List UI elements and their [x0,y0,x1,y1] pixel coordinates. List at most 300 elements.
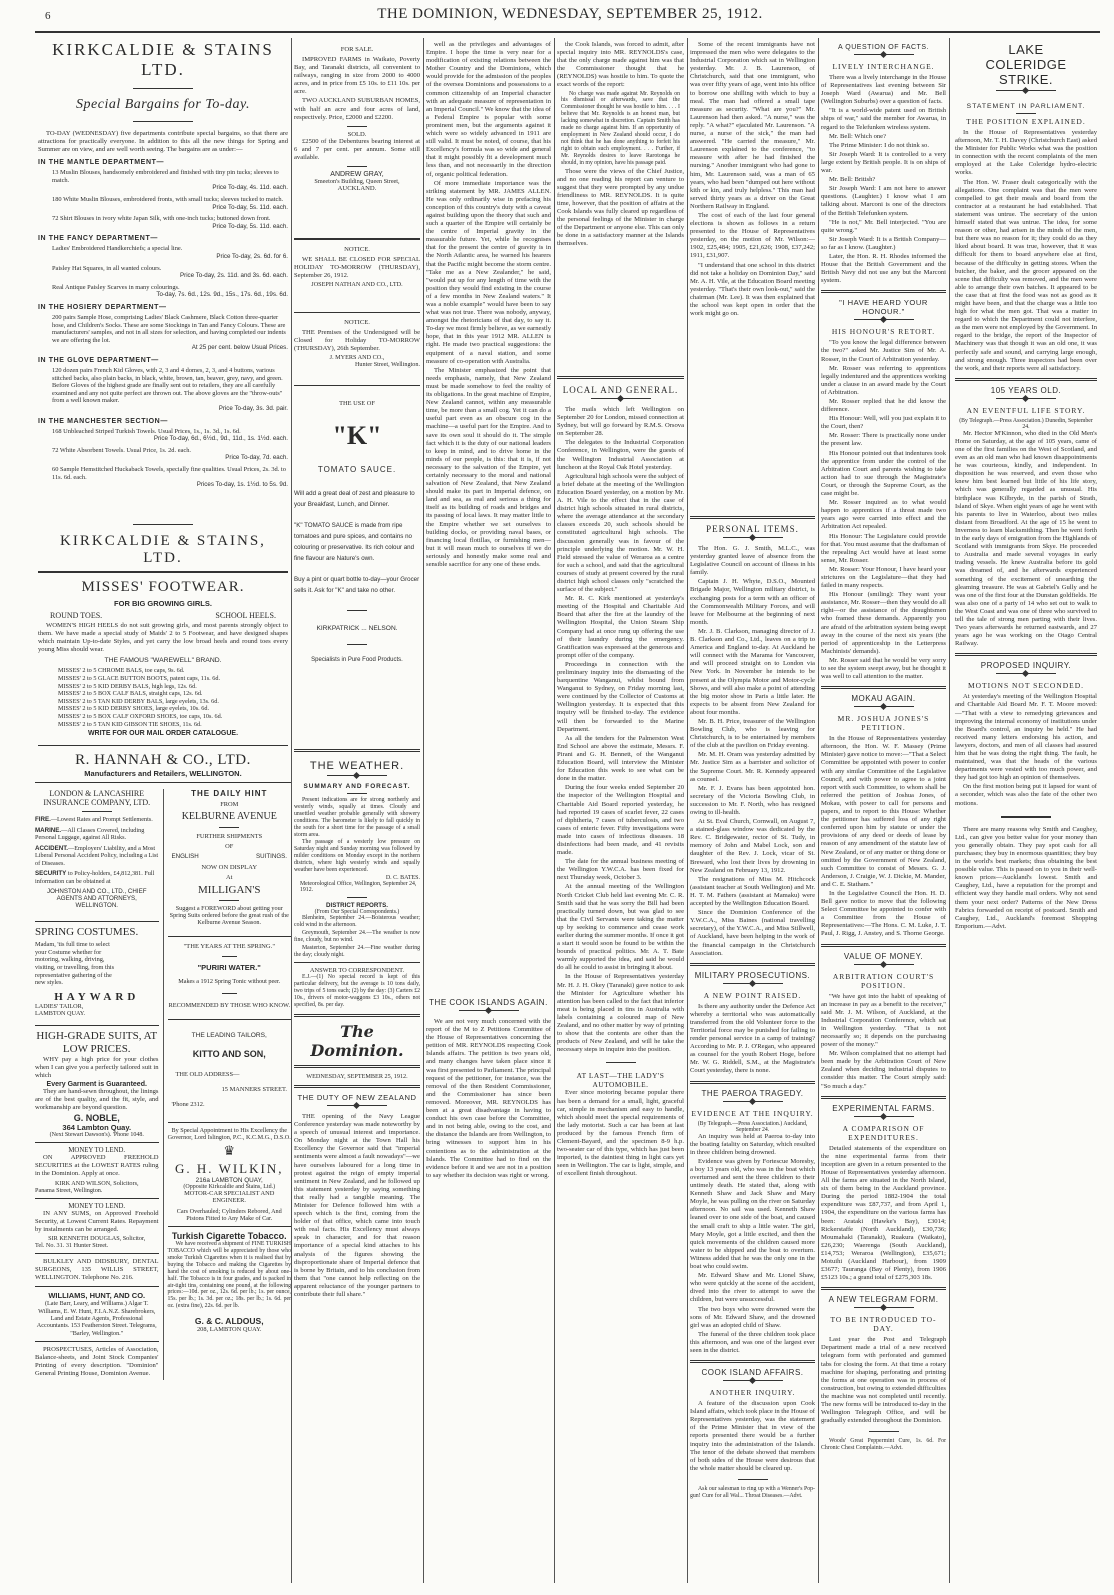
hint-shop: MILLIGAN'S [198,884,261,897]
ad-subtitle: Special Bargains for To-day. [76,97,250,112]
paragraph: Mr. Rosser inquired as to what would happen to apprentices if a threat made two years ago were carried into effect and the Arbitration Act repealed. [821,499,946,531]
paragraph: In the House of Representatives yesterday afternoon, Mr. T. H. Davey (Christchurch East) asked the Minister for Public Works what was the position in connection with the recent complaints of the men employed at the Lake Coleridge hydro-electric works. [955,129,1097,177]
answer-title: ANSWER TO CORRESPONDENT. [309,967,405,975]
hint-of: OF [225,843,234,851]
lake-body [955,129,1097,373]
editorial-continued [426,41,551,996]
cook-again-body [426,1018,551,1180]
bargain-item [52,215,288,230]
lake-subtitle: STATEMENT IN PARLIAMENT. [966,103,1086,110]
paragraph: The Hon. W. Fraser dealt categorically with the allegations. One complaint was that the men were compelled to get their meals and board from the contractor at a restaurant he had established. That statement was untrue. The secretary of the union himself stated that was untrue. The idea, for some reason or other, had arisen in the minds of the men, but there was no reason for it; they could do as they liked about board. It was true, however, that it was difficult for them to board anywhere else at first, because of the difficulty in getting stores. When the butcher, the baker, and the grocer appeared on the scene that difficulty was removed, and the men were able to arrange their own batches. It appeared to be the case that at first the food was not as good as it might have been, and that the charge was a little too high for what the men got. That was a matter in regard to which the Department could not interfere, as the men were not employed by the Government. In regard to the bridge, the report of the Inspector of Machinery was that though it was an old one, it was perfectly safe and sound, and carrying large enough, and strong enough. Three inspectors had been over the work, and their reports were all satisfactory. [955,178,1097,372]
paragraph: At St. Eval Church, Cornwall, on August 7, a stained-glass window was dedicated by the Rev. C. Bridgewater, rector of St. Tudy, in memory of John and Mabel Lock, son and daughter of the Rev. J. Lock, vicar of St. Breward, who lost their lives by drowning in New Zealand on February 13, 1912. [690,818,815,874]
notice-title: NOTICE. [344,246,370,253]
bargain-item [52,428,288,443]
puriri-body: Makes a 1912 Spring Tonic without peer. [178,978,281,986]
page-title: THE DOMINION, WEDNESDAY, SEPTEMBER 25, 1912. [377,6,763,22]
paragraph: His Honour: The Legislature could provide for that. You must assume that the draftsman of the repealing Act would have at least some sense, Mr. Rosser. [821,532,946,564]
aldous-name: G. & C. ALDOUS, [194,1316,264,1327]
kitto-name: KITTO AND SON, [192,1049,266,1060]
hannah-title: R. HANNAH & CO., LTD. [75,752,251,769]
tobacco-body: We have received a shipment of FINE TURKISH TOBACCO which will be appreciated by those who smoke Turkish Cigarettes when it is realised that by buying the Tobacco and making the Cigarettes by hand the cost of smoking is reduced by about one-half. The Tobacco is in four grades, and is packed in air-tight tins, containing one pound, at the following prices:—10d. per oz., 12s. 6d. per lb.; 1s. per ounce, 15s. per lb.; 1s. 3d. per oz.; 18s. per lb.; 1s. 6d. per oz. (extra fine), 22s. 6d. per lb. [167,1241,291,1310]
insurance-line [35,827,159,842]
item-description: Paisley Hat Squares, in all wanted colours. [52,264,162,272]
bargain-item [52,196,288,211]
bargain-item [52,314,288,352]
spring-body: Madam, 'tis full time to select your Costume whether for motoring, walking, driving, visiting, or travelling, from this representative gathering of the new styles. [35,941,115,987]
cook-affairs-title: COOK ISLAND AFFAIRS. [701,1368,804,1378]
money-address: Tel. No. 31. 31 Hunter Street. [35,1241,109,1249]
wilkin-address: 216a LAMBTON QUAY, [195,1177,263,1185]
for-sale-title: FOR SALE. [340,46,374,53]
line-value: to Policy-holders, £4,812,381. Full information can be obtained at [35,870,155,885]
department-list [38,159,288,488]
paragraph: Mr. M. H. Oram was yesterday admitted by Mr. Justice Sim as a barrister and solicitor of the Supreme Court. Mr. R. Kennedy appeared as counsel. [690,751,815,783]
lake-title: LAKE COLERIDGE STRIKE. [985,42,1067,87]
hint-place: KELBURNE AVENUE [181,811,277,823]
bargain-item [52,245,288,260]
masthead-date: WEDNESDAY, SEPTEMBER 25, 1912. [306,1072,408,1080]
kirkcaldie-footwear-ad [38,524,288,778]
lady-automobile-title: AT LAST—THE LADY'S AUTOMOBILE. [576,1071,665,1090]
paragraph: Present indications are for strong northerly and westerly winds, squally at times. Cloudy and unsettled weather probable generally with showery conditions. The barometer is likely to fall quickly in the south for a short time for the passage of a small storm area. [294,797,420,838]
paragraph: Agricultural high schools were the subject of a brief debate at the meeting of the Wellington Education Board yesterday, on a motion by Mr. A. H. Vile to the effect that in the case of district high schools situated in rural districts, where the average attendance at the secondary classes exceeds 20, such schools should be constituted agricultural high schools. The discussion generally was in favour of the principle underlying the motion. Mr. W. H. Field stressed the value of Weraroa as a centre for such a school, and said that the agricultural courses of study at present covered by the rural district high school classes only "scratched the surface of the subject." [557,472,684,594]
telegram-subtitle: TO BE INTRODUCED TO-DAY. [830,1315,937,1334]
item-price: Price To-day, 2s. 11d. and 3s. 6d. each. [180,272,288,280]
duty-body [294,1113,420,1299]
paragraph: well as the privileges and advantages of Empire. I hope the time is very near for a modification of existing relations between the Mother Country and the Dominions, which would provide for the admission of the peoples of the oversea Dominions and possessions to a common citizenship of an Imperial character with an adequate measure of representation in an Imperial Council." We know that the idea of a Federal Empire is popular with some prominent men, but the arguments against it which were so widely advanced in 1911 are still valid. It must be noted, of course, that his Excellency's formula was so wide and general that it might possibly fit a development much less than, and not necessarily in the direction of, organic political federation. [426,41,551,178]
paragraph: Sir Joseph Ward: I am not here to answer questions. (Laughter.) I know what I am talking about. Marconi is one of the directors of the British Telefunken system. [821,185,946,217]
weather-office: Meteorological Office, Wellington, September 24, 1912. [300,880,417,893]
mokau-title: MOKAU AGAIN. [851,694,916,704]
lake-subtitle-2: THE POSITION EXPLAINED. [966,117,1086,126]
line-key: ACCIDENT. [35,844,68,852]
paragraph: The Hon. G. J. Smith, M.L.C., was yesterday granted leave of absence from the Legislative Council on account of illness in his family. [690,545,815,577]
old-title: 105 YEARS OLD. [990,385,1062,395]
line-value: —All Classes Covered, including Personal Luggage, against All Risks. [35,826,145,842]
money-firm: KIRK AND WILSON, Solicitors, [54,1179,139,1187]
report-quote: No charge was made against Mr. Reynolds on his dismissal or afterwards, save that the Commissioner thought he was hostile to him. . . . I believe that Mr. Reynolds is an honest man, but lacking somewhat in discretion. Captain Smith has made no charge against him. If an opportunity of employment in New Zealand should occur, I do not think that he has done anything to forfeit his right to obtain such employment. . . . Further, if Mr. Reynolds desires to leave Rarotonga he should, in my opinion, have his passage paid. [561,90,680,166]
paragraph: The two boys who were drowned were the sons of Mr. Edward Shaw, and the drowned girl was an adopted child of Shaw. [690,1305,815,1329]
daily-hint-ad [168,789,292,926]
notice-body: WE SHALL BE CLOSED FOR SPECIAL HOLIDAY TO-MORROW (THURSDAY), September 26, 1912. [294,256,420,280]
round-toes-label: ROUND TOES. [50,611,103,620]
paragraph: The delegates to the Industrial Corporation Conference, in Wellington, were the guests of the Wellington Industrial Association at luncheon at the Royal Oak Hotel yesterday. [557,439,684,471]
smith-caughey-advert: There are many reasons why Smith and Caughey, Ltd., can give you better value for your money than you generally obtain. They pay spot cash for all purchases; they buy in enormous quantities; they buy in the world's best markets; thus obtaining the best possible value. This is passed on to you in their well-known prices—Auckland's lowest. Smith and Caughey, Ltd., have a reputation for the prompt and efficient way they handle mail orders. Why not send them your next order? Patterns of the New Dress Fabrics forwarded on receipt of postcard. Smith and Caughey, Ltd., Auckland's foremost Shopping Emporium.—Advt. [955,825,1097,930]
notice-ad-2 [294,313,420,381]
paragraph: In the House of Representatives yesterday afternoon, the Hon. W. F. Massey (Prime Minister) gave notice to move:—"That a Select Committee be appointed with power to confer with any similar Committee of the Legislative Council, and with power to agree to a joint report with such Committee, to whom shall be referred the petition of Joshua Jones, of Mokau, with power to call for persons and papers, and to report to this House: Whether the petitioner has suffered loss of any right conferred upon him by statute or under the provisions of any deed or deeds of lease by reason of any amendment of the statute law of New Zealand, or of any matter or thing done or omitted by the Government of New Zealand, such Committee to consist of Messrs. G. J. Anderson, J. Craigie, W. J. Dickie, M. Mander, and C. E. Statham." [821,735,947,888]
mokau-subtitle: MR. JOSHUA JONES'S PETITION. [837,714,930,733]
paragraph: His Honour (smiling): They want your assistance, Mr. Rosser—then they would do all right—or the assistance of the draughtsmen who framed these demands. Apparently you are afraid of the arbitration system being swept away in the course of the next six years (the period of apprenticeship in the Letterpress Machinists' demands). [821,591,946,655]
paragraph: In the House of Representatives yesterday Mr. H. J. H. Okey (Taranaki) gave notice to ask the Minister for Agriculture whether his attention has been called to the fact that inferior meat is being placed in tins in Australia with labels containing a coloured map of New Zealand, and no other matter by way of printing to show that the contents are other than the products of New Zealand, and will he take the necessary steps in inquire into the position. [557,973,684,1054]
paragraph: During the four weeks ended September 20 the inspector of the Wellington Hospital and Charitable Aid Board reported yesterday, he had reported 19 cases of scarlet fever, 22 cases of diphtheria, 7 cases of tuberculosis, and two cases of enteric fever. Fifty investigations were made into cases of infectious diseases. 18 disinfections had been made, and 41 revisits made. [557,784,684,857]
gray-name: ANDREW GRAY, [330,171,384,179]
suits-body: WHY pay a high price for your clothes when I can give you a perfectly tailored suit in which [35,1055,159,1079]
item-description: Ladies' Embroidered Handkerchiefs; a special line. [52,245,183,253]
line-value: —Lowest Rates and Prompt Settlements. [50,816,153,824]
for-sale-ad [294,46,420,234]
ad-intro: WOMEN'S HIGH HEELS do not suit growing girls, and most parents strongly object to them. We have made a special study of Maids' 2 to 5 Footwear, and have designed shapes which maintain Up-to-date Styles, and yet carry the low broad heels and round toes every young Miss should wear. [38,622,288,654]
williams-title: WILLIAMS, HUNT, AND CO. [48,1291,146,1301]
column-2 [291,38,423,1300]
paragraph: Mr. R. C. Kirk mentioned at yesterday's meeting of the Hospital and Charitable Aid Board that after the fire at the laundry of the Wellington Hospital, the Union Steam Ship Company had at once rung up offering the use of their laundry during the emergency. Gratification was expressed at the generous and prompt offer of the company. [557,595,684,659]
wilkin-appointment: By Special Appointment to His Excellency the Governor, Lord Islington, P.C., K.C.M.G., D.S.O. [167,1127,291,1142]
paeroa-dateline: (By Telegraph.—Press Association.) Auckland, September 24. [697,1120,808,1133]
line-key: MARINE. [35,826,62,834]
insurance-title: LONDON & LANCASHIRE [49,789,145,799]
item-description: 72 White Absorbent Towels. Usual Price, 1s. 2d. each. [52,446,191,454]
farms-body [821,1145,946,1283]
item-price: Price To-day, 2s. 6d. for 6. [216,253,288,261]
paeroa-title: THE PAEROA TRAGEDY. [701,1088,804,1098]
military-title: MILITARY PROSECUTIONS. [694,970,811,980]
gray-address: Smeeton's Building, Queen Street, [314,178,400,186]
paragraph: Some of the recent immigrants have not impressed the men who were delegates to the Industrial Corporation which sat in Wellington yesterday. Mr. J. B. Laurenson, of Christchurch, said that one immigrant, who was over fifty years of age, went into his office to borrow one shilling with which to buy a meal. The man had offered a small tape measure as security. "What are you?" Mr. Laurenson had then asked. "A nurse," was the reply. "A what?" ejaculated Mr. Laurenson. "A nurse, a nurse of the sick," the man had answered. "He carried the measure," Mr. Laurenson explained to the conference, "to measure with after he had finished the nursing." Another immigrant who had gone to him, Mr. Laurenson said, was a man of 65 years, who had been "dumped out here without kith or kin, and truly helpless." This man had served thirty years as a driver on the Great Northern Railway in England. [690,41,815,210]
paragraph: Mr. Wilson complained that no attempt had been made by the Arbitration Court of New Zealand when deciding industrial disputes to consider this matter. The Court simply said: "So much a day." [821,1050,946,1090]
paragraph: Mr. Hector M'Kinnon, who died in the Old Men's Home on Saturday, at the age of 105 years, came of one of the first families on the West of Scotland, and even as an old man who had known disappointments he was courteous, kindly, and independent. In disposition he was reserved, and even those who knew him best learned but little of his life story, which was generally regarded as unusual. His birthplace was Kilbryde, in the parish of Strath, Island of Skye. When eight years of age he went with his parents to live in Waterloo, about two miles distant from Broadford. At the age of 15 he went to Inverness to learn blacksmithing. Then he went forth in the early days of emigration from the Highlands of Scotland with immigrants from Skye. He proceeded to Australia and made several voyages in early trading vessels. He knew Australia before its gold was dreamed of, and he afterwards experienced something of the excitement of unearthing the gleaming treasure. He was at Gabriel's Gully and he was one of the first four at the Dunstan goldfields. He was also one of a party of 14 who set out to walk to the West Coast and was one of three who survived to tell the tale of strong men parting with their lives. Two years afterwards he returned eastwards, and 27 years ago he was working on the Otago Central Railway. [955,429,1097,648]
hint-from: FROM [220,801,239,809]
item-price: To-day, 7s. 6d., 12s. 9d., 15s., 17s. 6d., 19s. 6d. [156,291,288,299]
paragraph: As all the tenders for the Palmerston West End School are above the estimate, Messrs. F. Pirani and G. H. Bennett, of the Wanganui Education Board, will interview the Minister for Education this week to see what can be done in the matter. [557,734,684,783]
answer-body: E.J.—(1) No special record is kept of this particular delivery, but the average is 10 tons daily, two trips of 5 tons each; (2) by the day: (3) Carters £2 10s., drivers of motor-waggons £3 10s., others not specified, 8s. per day. [294,974,420,1009]
ad-subcolumn-left [35,789,164,1379]
bargain-item [52,265,288,280]
money-title: MONEY TO LEND. [68,1202,126,1210]
paragraph: The Prime Minister: I do not think so. [829,141,929,149]
column-7 [949,38,1100,932]
puriri-ad [168,943,292,1009]
money-title: MONEY TO LEND. [68,1147,126,1155]
sold-label: SOLD. [347,130,367,138]
williams-body: (Late Barr, Leary, and Williams.) Algar T. Williams, E. W. Hunt, F.I.A.N.Z. Sharebrokers, Land and Estate Agents, Professional Accountants. 153 Featherston Street. Telegrams, "Barley, Wellington." [36,1300,157,1337]
notice-body: THE Premises of the Undersigned will be Closed for Holiday TO-MORROW (THURSDAY), 26th September. [294,329,420,353]
paragraph: Mr. Bell: British? [829,176,876,184]
item-price: At 25 per cent. below Usual Prices. [191,344,288,352]
hint-display: NOW ON DISPLAY [201,864,258,872]
paragraph: A feature of the discussion upon Cook Island affairs, which took place in the House of Representatives yesterday, was the statement of the Prime Minister that in view of the reports presented there would be a further inquiry into the administration of the Islands. The tenor of the debate showed that members of both sides of the House were desirous that the whole matter should be cleared up. [690,1400,815,1472]
paragraph: Mr. Rosser: There is practically none under the present law. [821,432,946,448]
paragraph: The funeral of the three children took place this afternoon, and was one of the largest ever seen in the district. [690,1330,815,1354]
paragraph: "He is not," Mr. Bell interjected. "You are quite wrong." [821,218,946,234]
cook-again-title: THE COOK ISLANDS AGAIN. [429,998,548,1007]
bargain-item [52,169,288,192]
insurance-line [35,816,159,824]
district-reports [294,915,420,958]
weather-subtitle: SUMMARY AND FORECAST. [303,783,411,790]
column-4 [554,38,687,1179]
old-subtitle: AN EVENTFUL LIFE STORY. [966,405,1086,415]
insurance-line [35,870,159,885]
list-item: MISSES' 2 to 5 CHROME BALS, toe caps, 9s. 6d. [58,667,185,675]
item-description: 120 dozen pairs French Kid Gloves, with 2, 3 and 4 domes, 2, 3, and 4 buttons, various stitched backs, also plain backs, in black, white, brown, tan, beaver, grey, navy, and green. Before Gloves of the highest grade are finally sent out to retailers, they are all carefully examined and any not quite perfect are thrown out. The above gloves are the "throw-outs" from a well known maker. [52,366,283,405]
paragraph: Masterton, September 24.—Fine weather during the day; cloudy night. [294,944,420,958]
column-5 [687,38,818,1501]
telegram-body [821,1336,946,1425]
personal-items [690,545,815,958]
personal-title: PERSONAL ITEMS. [706,524,799,534]
paragraph: Sir Joseph Ward: It is a British Company—so far as I know. (Laughter.) [821,235,946,251]
department-heading: IN THE MANCHESTER SECTION— [38,417,168,425]
bargain-item [52,466,288,489]
paragraph: Detailed statements of the expenditure on the nine experimental farms from their inception are given in a return presented to the House of Representatives yesterday afternoon. All the farms are situated in the North Island, six of them being in the Auckland province. During the period 1882-1904 the total expenditure was £87,737, and from April 1, 1904, the expenditure on the various farms has been: Arataki (Hawke's Bay), £3014; Rickerstaffe (North Auckland), £30,736; Moumahaki (Taranaki), Ruakura (Waikato), £26,230; Waerenga (South Auckland), £14,753; Weraroa (Wellington), £35,671; Motuihi (Auckland Harbour), from 1909 £3677; Tauranga (Bay of Plenty), from 1906 £5123 10s.; a grand total of £275,303 18s. [821,1144,946,1282]
hayward-line-2: LAMBTON QUAY. [35,1009,86,1017]
list-item: MISSES' 2 to 5 BOX CALF BALS, straight caps, 12s. 6d. [58,690,203,698]
paragraph: On the first motion being put it lapsed for want of a seconder, which was also the fate of the other two motions. [955,783,1097,807]
item-description: 72 Shirt Blouses in ivory white Japan Silk, with one-inch tucks; buttoned down front. [52,215,271,223]
inquiry-body [955,693,1097,807]
paragraph: Proceedings in connection with the preliminary inquiry into the dismasting of the barquentine Wanganui, whilst bound from Wanganui to Sydney, on Friday morning last, were continued by the Collector of Customs at Wellington yesterday. It is expected that this inquiry will be finished to-day. The evidence will then be forwarded to the Marine Department. [557,660,684,733]
notice-title: NOTICE. [344,319,370,326]
item-price: Price To-day, 5s. 11d. each. [212,222,288,230]
list-item: MISSES' 2 to 5 KID DERBY BALS, high legs, 12s. 6d. [58,682,197,690]
ad-intro: TO-DAY (WEDNESDAY) five departments contribute special bargains, so that there are attractions for practically everyone. In addition to this all the new things for Spring and Summer are on view, and are well worth seeing. The bargains are as under:— [38,130,288,154]
hannah-subtitle: Manufacturers and Retailers, WELLINGTON. [84,769,242,779]
editorial-cook-continued [557,41,684,90]
hayward-name: HAYWARD [54,990,140,1003]
paragraph: "I understand that one school in this district did not take a holiday on Dominion Day," said Mr. A. H. Vile, at the Education Board meeting yesterday. "That's their own look-out," said the chairman (Mr. Lee). It was then explained that the school was kept open in order that the work might go on. [690,261,815,318]
kitto-old: THE OLD ADDRESS— [175,1071,240,1079]
tomato-maker: KIRKPATRICK ... NELSON. [316,625,398,632]
editorial-cook-after [557,168,684,249]
kitto-phone: 'Phone 2312. [171,1101,205,1109]
paragraph: His Honour: Well, will you just explain it to the Court, then? [821,415,946,431]
paeroa-subtitle: EVIDENCE AT THE INQUIRY. [691,1108,814,1118]
military-body [690,1003,815,1076]
suits-body-2: They are hand-sewn throughout, the linings are of the best quality, and the fit, style, and workmanship are beyond question. [35,1087,159,1112]
money-body: IN ANY SUMS, on Approved Freehold Security, at Lowest Current Rates. Repayment by instalments can be arranged. [35,1209,159,1233]
suits-guarantee: Every Garment is Guaranteed. [46,1080,147,1088]
paragraph: "It is a world-wide patent used on British ships of war," said the member for Awarua, in regard to the Telefunken wireless system. [821,107,946,131]
farms-title: EXPERIMENTAL FARMS. [832,1103,935,1113]
paragraph: The passage of a westerly low pressure on Saturday night and Sunday morning was followed by milder conditions on Monday except in the northern districts, where high westerly winds and squally weather have been experienced. [294,839,420,874]
district-title: DISTRICT REPORTS. [326,901,388,909]
money-body: ON APPROVED FREEHOLD SECURITIES at the LOWEST RATES ruling in the Dominion. Apply at once. [35,1154,159,1178]
notice-address: Hunter Street, Wellington. [354,361,420,369]
noble-name: G. NOBLE, [73,1113,120,1124]
item-description: 168 Unbleached Striped Turkish Towels. Usual Prices, 1s., 1s. 3d., 1s. 6d. [52,427,241,435]
paragraph: We are not very much concerned with the report of the M to Z Petitions Committee of the House of Representatives concerning the petition of MR. REYNOLDS respecting Cook Islands affairs. The petition is two years old, and many changes have taken place since it was first presented to Parliament. The principal request of the petitioner, for instance, was the removal of the then Resident Commissioner, and the Commissioner has since been removed. Moreover, MR. REYNOLDS has been at a great disadvantage in having to conduct his own case before the Committee, and in not being able, owing to the cost, and the distance the Islands are from Wellington, to bring witnesses to support him in his contentions as to the administration at the Islands. The Committee had to find on the evidence before it and we are not in a position to say whether its decision was right or wrong. [426,1018,551,1179]
tomato-p2: "K" TOMATO SAUCE is made from ripe tomatoes and pure spices, and contains no colouring or preservative. Its rich colour and fine flavour are Nature's own. [294,522,415,562]
list-item: MISSES' 2 to 5 TAN KID GIBSON TIE SHOES, 11s. 6d. [58,720,202,728]
paragraph: An inquiry was held at Paeroa to-day into the boating fatality on Saturday, which resulted in three children being drowned. [690,1132,815,1156]
local-title: LOCAL AND GENERAL. [562,385,679,395]
paragraph: Captain J. H. Whyte, D.S.O., Mounted Brigade Major, Wellington military district, is exchanging posts for a term with an officer of the Commonwealth Military Forces, and will leave for Melbourne at the beginning of next month. [690,578,815,626]
honour-title: "I HAVE HEARD YOUR HONOUR." [839,298,928,317]
personal-items-section [690,516,815,1500]
paragraph: There was a lively interchange in the House of Representatives last evening between Sir Joseph Ward (Awarua) and Mr. Bell (Wellington Suburbs) over a question of facts. [821,74,946,106]
inquiry-subtitle: MOTIONS NOT SECONDED. [967,681,1085,691]
item-price: Prices To-day, 1s. 1½d. to 5s. 9d. [196,481,288,489]
farms-subtitle: A COMPARISON OF EXPENDITURES. [842,1123,925,1142]
ad-column [35,38,291,1380]
paragraph: In the Legislative Council the Hon. H. D. Bell gave notice to move that the following Select Committee be appointed to confer with a Committee from the House of Representatives:—The Hons. C. M. Luke, J. T. Paul, J. Rigg, J. Anstey, and S. Thorne George. [821,889,946,938]
district-subtitle: (From Our Special Correspondents.) [314,908,400,915]
paragraph: Since the Dominion Conference of the Y.W.C.A., Miss Baines (national travelling secretary), of the Y.W.C.A., and Miss Stillwell, of Auckland, have been helping in the work of the financial campaign in the Christchurch Association. [690,909,815,957]
tomato-use: THE USE OF [339,400,375,407]
royal-crest-icon: ♛ [223,1143,236,1159]
notice-firm: J. MYERS AND CO., [329,354,385,362]
dentist-ad: BULKLEY AND DIDSBURY, DENTAL SURGEONS, 135 WILLIS STREET, WELLINGTON. Telephone No. 216. [35,1257,159,1281]
wilkin-specialist: MOTOR-CAR SPECIALIST AND ENGINEER. [184,1190,275,1205]
footwear-list [38,667,288,728]
insurance-line [35,845,159,868]
weather-title: THE WEATHER. [309,760,405,772]
facts-body [821,74,946,285]
hint-title: THE DAILY HINT [191,789,268,799]
hint-suitings: SUITINGS. [256,853,287,861]
insurance-title-2: INSURANCE COMPANY, LTD. [43,798,151,808]
facts-title: A QUESTION OF FACTS. [838,44,929,51]
school-heels-label: SCHOOL HEELS. [215,611,276,620]
header-rule [35,31,1100,33]
paragraph: Mr. B. H. Price, treasurer of the Wellington Bowling Club, who is leaving for Christchurch, is to be entertained by members of the club at the pavilion on Friday evening. [690,717,815,750]
money-firm: SIR KENNETH DOUGLAS, Solicitor, [48,1234,146,1242]
tomato-name: TOMATO SAUCE. [317,465,397,474]
bargain-item [52,284,288,299]
paragraph: Those were the views of the Chief Justice, and no one reading his report can venture to suggest that they were prompted by any undue friendliness to MR. REYNOLDS. It is quite time, however, that the position of affairs at the Cook Islands was fully cleared up regardless of the personal feelings of the Minister in charge of the Department or anyone else. This can only be done in a satisfactory manner at the Islands themselves. [557,167,684,248]
gray-city: AUCKLAND. [337,185,377,193]
old-body [955,430,1097,649]
ad-title: KIRKCALDIE & STAINS, LTD. [60,533,266,566]
money-value-body [821,993,946,1091]
tomato-specialists: Specialists in Pure Food Products. [311,657,403,663]
paragraph: the Cook Islands, was forced to admit, after special inquiry into MR. REYNOLDS's case, that the only charge made against him was that the Commissioner thought that he (REYNOLDS) was hostile to him. To quote the exact words of the report: [557,41,684,89]
list-item: MISSES' 2 to 5 KID DERBY SHOES, large eyelets, 10s. 6d. [58,705,209,713]
paragraph: Mr. Bell: Which one? [829,132,887,140]
insurance-ad [35,789,159,909]
item-description: 200 pairs Sample Hose, comprising Ladies' Black Cashmere, Black Cotton three-quarter hose, and Children's Socks. These are some Stockings in Tan and Fancy Colours. These are manufacturers' samples, and not in all sizes for selection, and having completed our indents we are offering the lot. [52,314,286,344]
hint-further: FURTHER SHIPMENTS [196,833,263,841]
column-6 [818,38,949,1453]
hayward-line-1: LADIES' TAILOR, [35,1002,84,1010]
item-description: Real Antique Paisley Scarves in many colourings. [52,283,180,291]
tomato-k: "K" [332,421,382,450]
paragraph: The cost of each of the last four general elections is shown as follows in a return presented to the House of Representatives yesterday, on the motion of Mr. Wilson:—1902, £25,484; 1905, £21,626; 1908, £37,242; 1911, £31,907. [690,211,815,260]
ad-subcolumns [35,782,291,1379]
paeroa-body [690,1133,815,1356]
mokau-body [821,735,946,938]
paragraph: Mr. F. J. Evans has been appointed hon. secretary of the Victoria Bowling Club, in succession to Mr. F. North, who has resigned owing to ill-health. [690,784,815,816]
paragraph: Ever since motoring became popular there has been a demand for a small, light, graceful car, simple in mechanism and easy to handle, which should meet the special requirements of the lady motorist. Such a car has been at last produced by the famous French firm of Clement-Bayard, and the specimen 8-9 h.p. two-seater car of this type, which has just been imported, is the daintiest thing in light cars yet seen in Wellington. The car is light, simple, and of excellent finish throughout. [557,1089,684,1178]
paragraph: Is there any authority under the Defence Act whereby a territorial who was automatically transferred from the old Volunteer force to the Territorial force may be punished for failing to render personal service in a camp of training? According to Mr. P. J. O'Regan, who appeared as counsel for the youth Robert Hoge, before Mr. W. G. Riddell, S.M., at the Magistrate's Court yesterday, there is none. [690,1002,815,1075]
money-to-lend-ad-2 [35,1203,159,1249]
kirkcaldie-bargains-ad [38,40,288,524]
item-price: Price To-day, 7d. each. [225,454,288,462]
suits-title: HIGH-GRADE SUITS, AT LOW PRICES. [36,1029,158,1055]
paragraph: The resignations of Miss M. Hitchcock (assistant teacher at South Wellington) and Mr. H. T. M. Fathers (assistant at Mamaku) were accepted by the Wellington Education Board. [690,875,815,908]
paragraph: THE opening of the Navy League Conference yesterday was made noteworthy by a speech of unusual interest and importance. On Monday night at the Town Hall his Excellency the Governor said that "imperial sentiments were almost a fault nowadays"—we have ourselves laboured for a long time in protest against the reign of empty imperial sentiment in New Zealand, and he followed up this statement yesterday by saying something that really had a tangible meaning. The Minister for Defence followed him with a speech which is the first, coming from the holder of that office, which came into touch with real facts. His Excellency must always speak in character, and for that reason importance of a special kind attaches to his analysis of the figures showing the disproportionate share of Imperial defence that is borne by Britain, and to his conclusion from them that "one cannot help reflecting on the apparent reluctance of the younger partners to contribute their full share." [294,1112,420,1298]
item-description: 13 Muslin Blouses, handsomely embroidered and finished with tiny pin tucks; sleeves to match. [52,169,279,184]
line-value: —Employers' Liability, and a Most Liberal Personal Accident Policy, including a List of Diseases. [35,844,159,867]
cook-affairs-body [690,1400,815,1473]
hint-at: At [226,874,233,882]
paragraph: "To you know the legal difference between the two?" asked Mr. Justice Sim of Mr. A. Rosser, in the Court of Arbitration yesterday. [821,339,946,363]
paragraph: Later, the Hon. R. H. Rhodes informed the House that the British Government and the British Navy did not use any but the Marconi system. [821,252,946,285]
puriri-recommended: RECOMMENDED BY THOSE WHO KNOW. [168,1002,291,1010]
ad-headline: MISSES' FOOTWEAR. [81,579,245,595]
column-3 [423,38,554,1181]
tomato-p3: Buy a pint or quart bottle to-day—your Grocer sells it. Ask for "K" and take no other. [294,576,420,594]
cook-islands-again-article [426,996,551,1180]
prospectuses-ad: PROSPECTUSES, Articles of Association, Balance-sheets, and Joint Stock Companies' Printing of every description. "Dominion" General Printing House, Dominion Avenue. [35,1346,159,1378]
noble-footer: (Next Stewart Dawson's). 'Phone 1048. [49,1132,144,1139]
paragraph: Evidence was given by Fortescue Moresby, a boy 13 years old, who was in the boat which overturned and sent the three children to their untimely death. He stated that, along with Kenneth Shaw and Jack Shaw and Mary Moyle, he was pulling on the river on Saturday afternoon. No sail was used. Kenneth Shaw leaned over to one side of the boat, and caused the small craft to ship a little water. The girl, Mary Moyle, got a little excited, and then the quick movements of the children caused more water to be shipped and the boat to overturn. Witness added that he was the only one in the boat who could swim. [690,1157,815,1271]
kitto-address: 15 MANNERS STREET. [221,1086,287,1094]
military-subtitle: A NEW POINT RAISED. [703,990,802,1000]
line-key: SECURITY [35,870,67,878]
ad-title: KIRKCALDIE & STAINS LTD. [52,40,274,79]
wilkin-name: G. H. WILKIN, [175,1161,284,1177]
page-number: 6 [45,10,51,22]
list-item: MISSES' 2 to 5 TAN KID DERBY BALS, large eyelets, 13s. 6d. [58,697,219,705]
paragraph: "We have got into the habit of speaking of an increase in pay as a benefit to the receiver," said Mr. J. M. Wilson, of Auckland, at the Industrial Corporation Conference, which sat in Wellington yesterday. "That is not necessarily so; it depends on the purchasing power of the money." [821,992,946,1049]
weather-article [294,752,420,1299]
wilkin-opposite: (Opposite Kirkcaldie and Stains, Ltd.) [183,1184,276,1191]
money-value-title: VALUE OF MONEY. [843,951,924,961]
advert-footer: Woods' Great Peppermint Cure, 1s. 6d. For Chronic Chest Complaints.—Advt. [821,1438,946,1452]
paragraph: His Honour pointed out that indentures took the apprentice from under the control of the Arbitration Court and parents wishing to take action had to sue through the Magistrate's Court, or through the Supreme Court, as the case might be. [821,449,946,498]
hint-english: ENGLISH [171,853,199,861]
wilkin-cars: Cars Overhauled; Cylinders Rebored, And Pistons Fitted to Any Make of Car. [176,1208,282,1223]
spring-title: SPRING COSTUMES. [35,926,139,939]
department-heading: IN THE GLOVE DEPARTMENT— [38,356,159,364]
line-key: FIRE. [35,816,51,824]
notice-firm: JOSEPH NATHAN AND CO., LTD. [311,281,403,289]
money-value-subtitle: ARBITRATION COURT'S POSITION. [832,971,935,990]
insurance-agents: JOHNSTON AND CO., LTD., CHIEF AGENTS AND ATTORNEYS, WELLINGTON. [47,888,147,910]
weather-body [294,797,420,874]
list-item: MISSES' 2 to 5 BOX CALF OXFORD SHOES, toe caps, 10s. 6d. [58,712,223,720]
catalogue-line: WRITE FOR OUR MAIL ORDER CATALOGUE. [87,730,239,738]
aldous-address: 208, LAMBTON QUAY. [196,1326,262,1334]
paragraph: Sir Joseph Ward: It is controlled to a very large extent by British people. It is on ships of war. [821,150,946,175]
tobacco-title: Turkish Cigarette Tobacco. [171,1231,287,1242]
lady-automobile-body [557,1089,684,1178]
high-grade-suits-ad [35,1030,159,1139]
item-price: Price To-day, 4s. 11d. each. [212,184,288,192]
item-price: Price To-day, 6d., 6½d., 9d., 11d., 1s. 1½d. each. [153,435,288,443]
honour-body [821,339,946,681]
insurance-lines [35,816,159,885]
paragraph: Mr. Rosser: Your Honour, I have heard your strictures on the Legislature—that they had failed in many respects. [821,565,946,590]
paragraph: The mails which left Wellington on September 20 for London, missed connection at Sydney, but will go forward by R.M.S. Orsova on September 28. [557,406,684,438]
list-item: MISSES' 2 to 5 GLACE BUTTON BOOTS, patent caps, 11s. 6d. [58,674,220,682]
local-and-general-section [557,376,684,1178]
department-heading: IN THE HOSIERY DEPARTMENT— [38,304,167,311]
puriri-name: "PURIRI WATER." [197,963,261,973]
bargain-item [52,367,288,413]
telegram-title: A NEW TELEGRAM FORM. [828,1295,939,1305]
puriri-quote: "THE YEARS AT THE SPRING." [183,943,276,951]
paragraph: Blenheim, September 24.—Boisterous weather; cold wind in the afternoon. [294,914,420,928]
facts-subtitle: LIVELY INTERCHANGE. [832,62,935,71]
inquiry-title: PROPOSED INQUIRY. [980,661,1072,671]
paragraph: Mr. Rosser was referring to apprentices legally indentured and the apprentices working under a clause in an award made by the Court of Arbitration. [821,364,946,396]
weather-sign: D. C. BATES. [385,874,420,881]
ad-subcolumn-right [164,789,292,1333]
cook-affairs-subtitle: ANOTHER INQUIRY. [709,1388,796,1398]
for-sale-homes: TWO AUCKLAND SUBURBAN HOMES, with half an acre and four acres of land, respectively. Price, £2000 and £2200. [294,97,420,121]
tomato-p1: Will add a great deal of zest and pleasure to your Breakfast, Lunch, and Dinner. [294,490,415,508]
old-dateline: (By Telegraph.—Press Association.) Dunedin, September 24. [959,417,1093,430]
local-items [557,406,684,1054]
kitto-ad [168,1032,292,1108]
paragraph: Last year the Post and Telegraph Department made a trial of a new received telegram form with perforated and gummed tabs for closing the form. At that time a rotary machine for shaping, perforating and printing the forms at one operation was in process of construction, but owing to extended difficulties the machine was not completed until recently. The new forms will be introduced to-day in the Wellington Telegraph Office, and will be gradually extended throughout the Dominion. [821,1336,946,1425]
paragraph: The Minister emphasized the point that needs emphasis, namely, that New Zealand must be made somehow to feel the reality of its obligations. In the great machine of Empire, New Zealand cannot, within any measurable time, be more than a small cog. Yet it can do a useful part even as an obscure cog in the machine—a useful part for the Empire. And to save its own soul it should do it. The simple fact which it is the duty of our national leaders to keep in mind, and to drive home in the minds of our people, is this: that it is, if not necessary to the salvation of the Empire, yet certainly necessary to the moral and national salvation of New Zealand, that New Zealand should make its part in Imperial defence, on land and sea, as real and serious a thing for itself as its building of roads and bridges and its passing of local laws. It may matter little to the Empire whether we set ourselves to building docks, or providing naval bases, or financing local flotillas, or furnishing men—but it will mean much to ourselves if we do seriously and honestly make some real and sensible sacrifice for any one of these ends. [426,366,551,568]
paragraph: Mr. Rosser replied that he did know the difference. [821,398,946,414]
honour-subtitle: HIS HONOUR'S RETORT. [831,327,936,337]
paragraph: Mr. Edward Shaw and Mr. Lionel Shaw, who were quickly at the scene of the accident, dived into the river to attempt to save the children, but were unsuccessful. [690,1272,815,1304]
department-heading: IN THE MANTLE DEPARTMENT— [38,159,165,167]
